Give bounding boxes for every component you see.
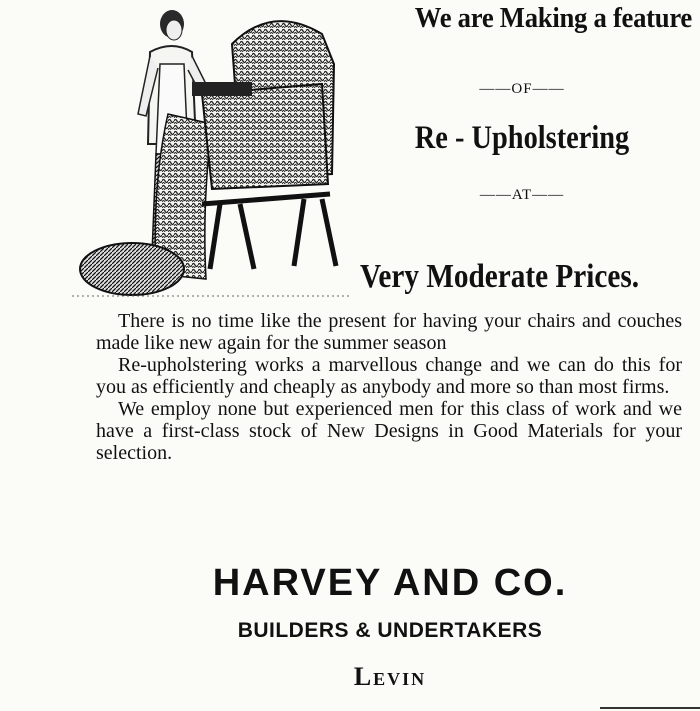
divider-rule	[600, 707, 700, 709]
headline-at: ——AT——	[479, 187, 565, 203]
firm-trade: BUILDERS & UNDERTAKERS	[237, 619, 543, 642]
body-paragraph: There is no time like the present for having your chairs and couches made like new again for the summer season	[96, 310, 682, 354]
trestles	[202, 194, 336, 269]
body-paragraph: We employ none but experienced men for this class of work and we have a first-class stock of New Designs in Good Materials for your selection.	[96, 398, 682, 464]
headline-service: Re - Upholstering	[414, 120, 630, 156]
headline-prices: Very Moderate Prices.	[360, 258, 640, 295]
firm-town: Levin	[353, 662, 427, 691]
cushion-roll	[80, 243, 184, 295]
body-copy	[96, 310, 682, 464]
headline-of: ——OF——	[479, 81, 565, 97]
headline-feature: We are Making a feature	[414, 2, 692, 34]
headline-block	[352, 2, 692, 204]
body-paragraph: Re-upholstering works a marvellous change and we can do this for you as efficiently and cheaply as anybody and more so than most firms.	[96, 354, 682, 398]
wicker-chair	[192, 21, 334, 189]
upholsterer-at-work-illustration	[72, 4, 352, 304]
firm-name: HARVEY AND CO.	[212, 562, 568, 604]
